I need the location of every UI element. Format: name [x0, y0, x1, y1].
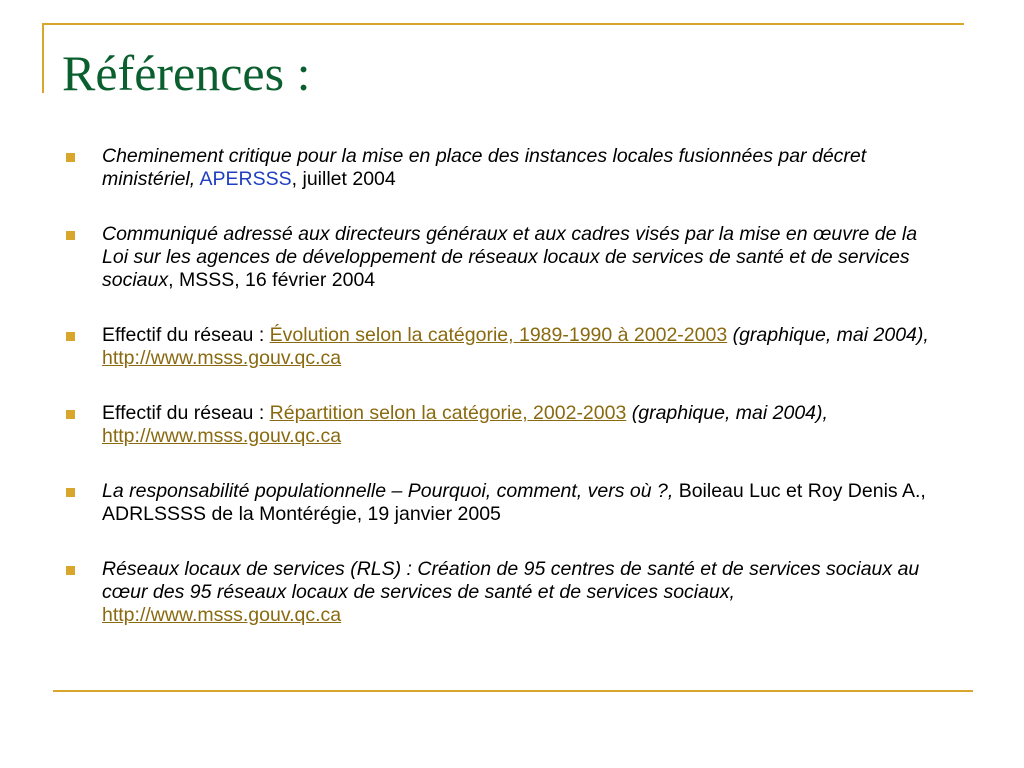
reference-prefix: Effectif du réseau :	[102, 324, 270, 346]
reference-link[interactable]: Évolution selon la catégorie, 1989-1990 à 2002-2003	[269, 324, 728, 346]
reference-note: (graphique, mai 2004),	[626, 402, 828, 424]
square-bullet-icon	[66, 488, 75, 497]
reference-url-link[interactable]: http://www.msss.gouv.qc.ca	[102, 604, 342, 626]
bottom-divider-line	[53, 690, 973, 692]
square-bullet-icon	[66, 332, 75, 341]
reference-item-3	[66, 324, 946, 370]
square-bullet-icon	[66, 566, 75, 575]
reference-note: (graphique, mai 2004),	[727, 324, 929, 346]
square-bullet-icon	[66, 153, 75, 162]
reference-link[interactable]: Répartition selon la catégorie, 2002-2003	[269, 402, 627, 424]
reference-item-5	[66, 480, 946, 526]
reference-details: Boileau Luc et Roy Denis A., ADRLSSSS de la Montérégie, 19 janvier 2005	[102, 480, 926, 525]
reference-item-4	[66, 402, 946, 448]
reference-title: La responsabilité populationnelle – Pourquoi, comment, vers où ?,	[102, 480, 674, 502]
reference-title: Réseaux locaux de services (RLS) : Création de 95 centres de santé et de services sociaux au cœur des 95 réseaux locaux de services de santé et de services sociaux,	[102, 558, 920, 603]
square-bullet-icon	[66, 231, 75, 240]
reference-item-6	[66, 558, 946, 627]
slide-title: Références :	[62, 45, 311, 101]
left-border-line	[42, 23, 44, 93]
reference-organization: APERSSS	[199, 168, 292, 190]
reference-url-link[interactable]: http://www.msss.gouv.qc.ca	[102, 347, 342, 369]
reference-title: Cheminement critique pour la mise en place des instances locales fusionnées par décret ministériel,	[102, 145, 867, 190]
reference-details: , MSSS, 16 février 2004	[168, 269, 376, 291]
reference-url-link[interactable]: http://www.msss.gouv.qc.ca	[102, 425, 342, 447]
reference-prefix: Effectif du réseau :	[102, 402, 270, 424]
reference-title: Communiqué adressé aux directeurs généraux et aux cadres visés par la mise en œuvre de la Loi sur les agences de développement de réseaux locaux de services de santé et de services sociaux	[102, 223, 918, 291]
reference-details: , juillet 2004	[291, 168, 396, 190]
reference-item-1	[66, 145, 946, 191]
reference-item-2	[66, 223, 946, 292]
reference-list	[66, 145, 946, 659]
top-border-line	[44, 23, 964, 25]
square-bullet-icon	[66, 410, 75, 419]
